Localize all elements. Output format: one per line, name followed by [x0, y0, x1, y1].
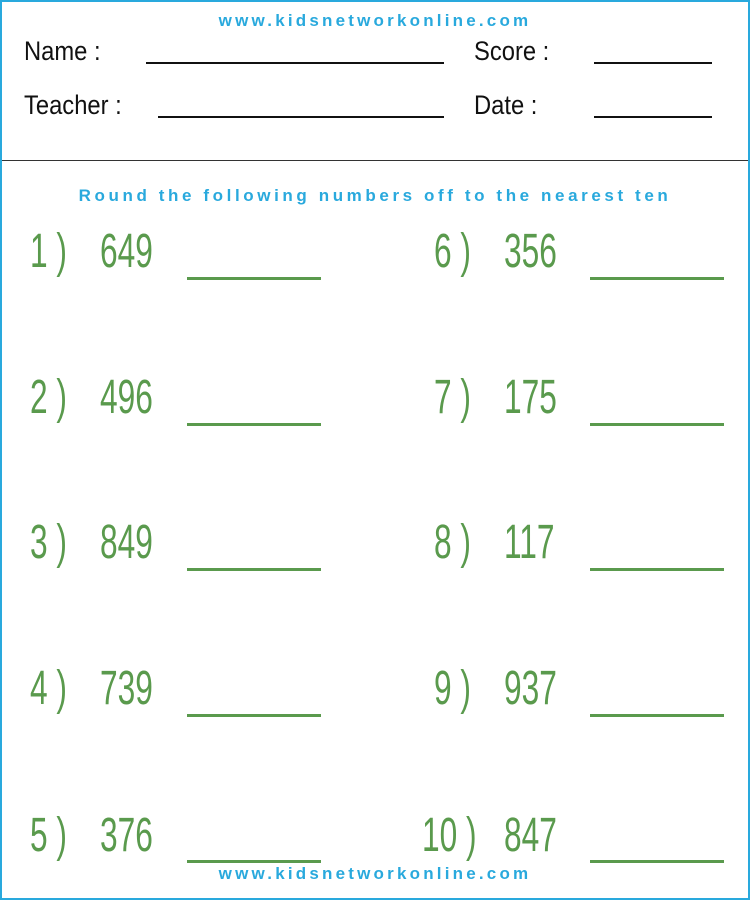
answer-line[interactable]: [187, 860, 321, 863]
problem-label: 4 ): [30, 662, 67, 715]
problem-number: 175: [504, 371, 557, 424]
teacher-label: Teacher :: [24, 90, 122, 120]
problem-number: 649: [100, 225, 153, 278]
header-divider: [2, 160, 748, 161]
answer-line[interactable]: [187, 568, 321, 571]
site-url-bottom: www.kidsnetworkonline.com: [218, 864, 532, 883]
answer-line[interactable]: [187, 714, 321, 717]
name-label: Name :: [24, 36, 101, 66]
answer-line[interactable]: [590, 860, 724, 863]
problem-label: 6 ): [434, 225, 471, 278]
problem-number: 376: [100, 809, 153, 862]
date-line[interactable]: [594, 116, 712, 118]
date-label: Date :: [474, 90, 538, 120]
problem-label: 5 ): [30, 809, 67, 862]
problem-number: 356: [504, 225, 557, 278]
problem-label: 3 ): [30, 516, 67, 569]
teacher-line[interactable]: [158, 116, 444, 118]
problem-label: 10 ): [422, 809, 477, 862]
problem-number: 937: [504, 662, 557, 715]
answer-line[interactable]: [187, 423, 321, 426]
answer-line[interactable]: [590, 277, 724, 280]
problem-label: 7 ): [434, 371, 471, 424]
problem-label: 9 ): [434, 662, 471, 715]
problem-number: 496: [100, 371, 153, 424]
answer-line[interactable]: [590, 714, 724, 717]
instructions: Round the following numbers off to the nearest ten: [78, 186, 672, 205]
problem-label: 1 ): [30, 225, 67, 278]
problem-label: 8 ): [434, 516, 471, 569]
answer-line[interactable]: [187, 277, 321, 280]
answer-line[interactable]: [590, 568, 724, 571]
problem-number: 847: [504, 809, 557, 862]
score-line[interactable]: [594, 62, 712, 64]
answer-line[interactable]: [590, 423, 724, 426]
problem-number: 117: [504, 516, 555, 569]
problem-number: 739: [100, 662, 153, 715]
name-line[interactable]: [146, 62, 444, 64]
problem-label: 2 ): [30, 371, 67, 424]
score-label: Score :: [474, 36, 550, 66]
problem-number: 849: [100, 516, 153, 569]
site-url-top: www.kidsnetworkonline.com: [218, 11, 532, 30]
